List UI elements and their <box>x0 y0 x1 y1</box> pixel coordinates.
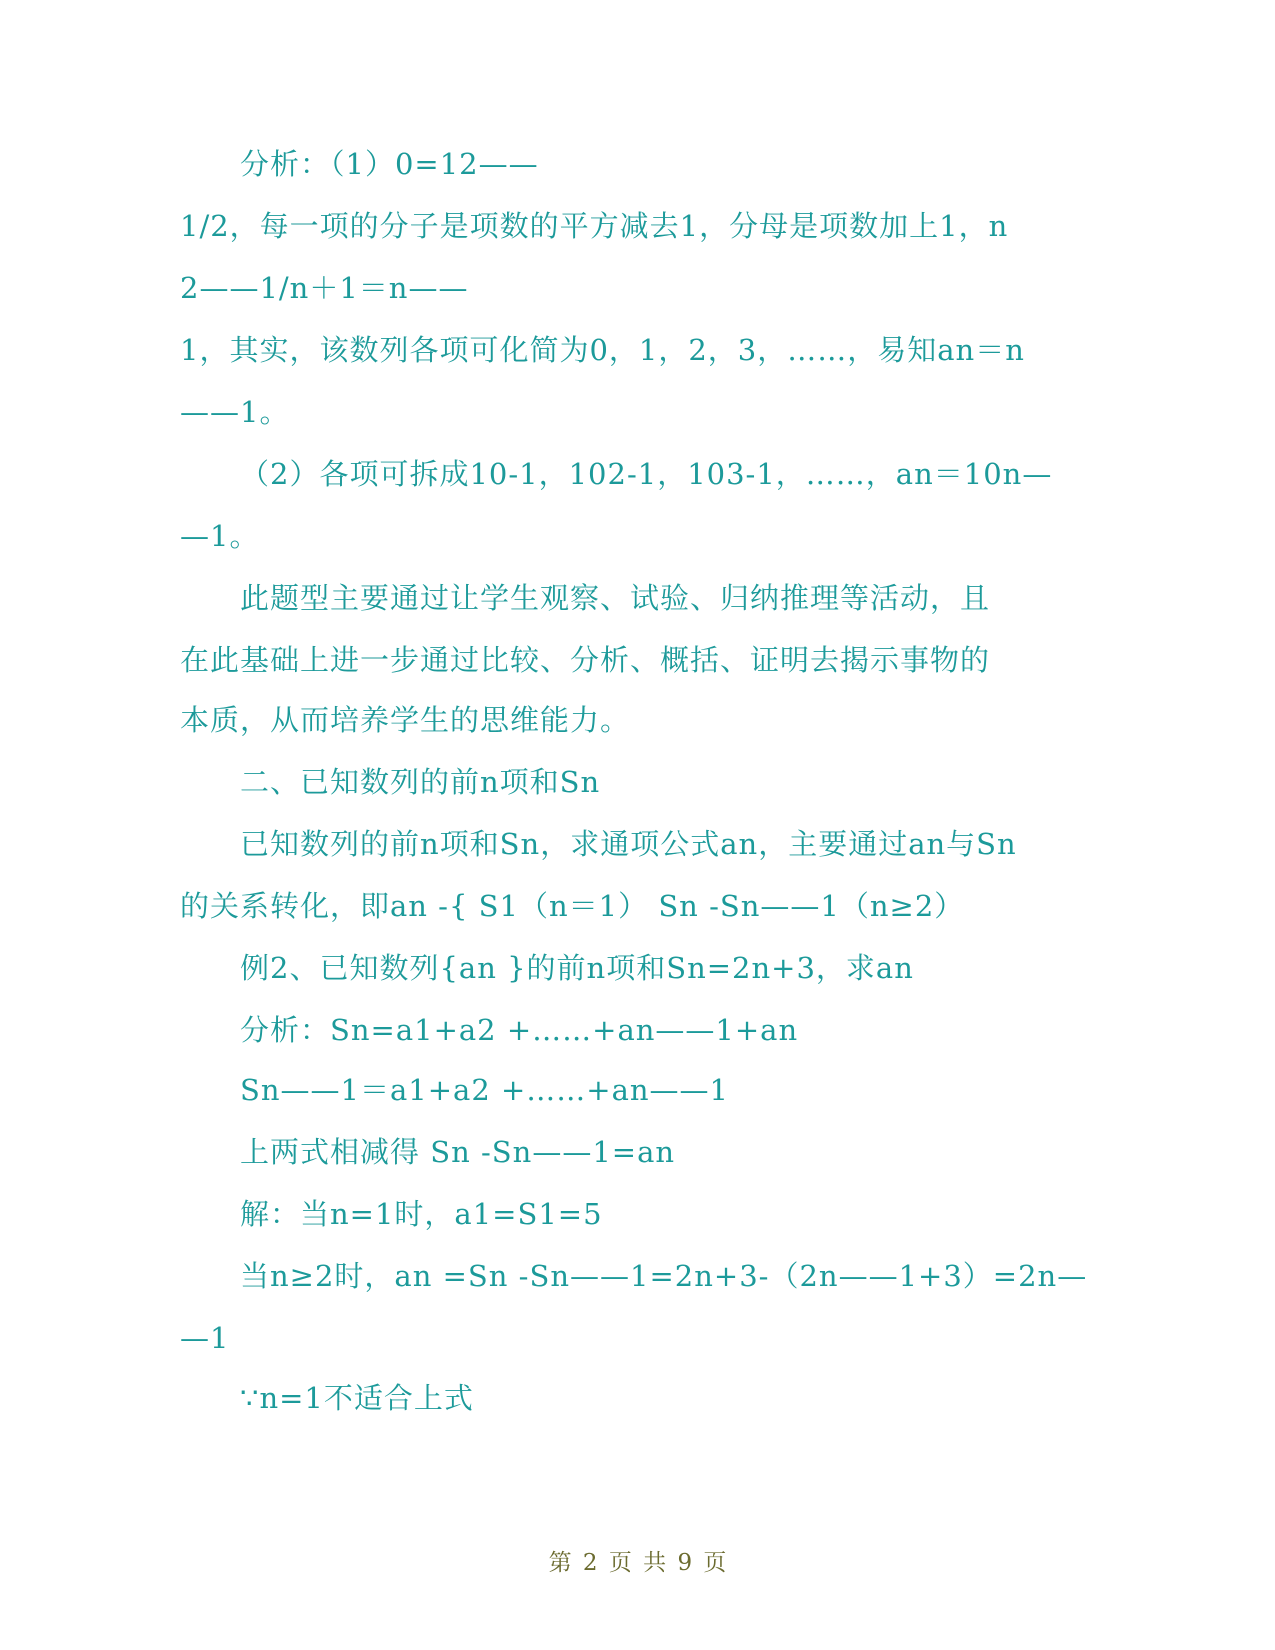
text-line: 的关系转化，即an -{ S1（n＝1） Sn -Sn——1（n≥2） <box>180 889 965 923</box>
text-line: 本质，从而培养学生的思维能力。 <box>180 703 631 737</box>
text-line: 1，其实，该数列各项可化简为0，1，2，3，……，易知an＝n <box>180 333 1025 367</box>
text-line: 分析：Sn=a1+a2 +……+an——1+an <box>240 1013 799 1047</box>
text-line: ∵n=1不适合上式 <box>240 1381 474 1415</box>
text-line: 1/2，每一项的分子是项数的平方减去1，分母是项数加上1，n <box>180 209 1009 243</box>
text-line: —1。 <box>180 519 260 553</box>
section-heading: 二、已知数列的前n项和Sn <box>240 765 601 799</box>
text-line: —1 <box>180 1321 230 1355</box>
text-line: 解：当n=1时，a1=S1=5 <box>240 1197 603 1231</box>
text-line: 2——1/n＋1＝n—— <box>180 271 469 305</box>
text-line: 此题型主要通过让学生观察、试验、归纳推理等活动，且 <box>240 581 991 615</box>
text-line: 在此基础上进一步通过比较、分析、概括、证明去揭示事物的 <box>180 643 991 677</box>
text-line: Sn——1＝a1+a2 +……+an——1 <box>240 1073 730 1107</box>
text-line: 分析：（1）0=12—— <box>240 147 539 181</box>
text-line: 例2、已知数列{an }的前n项和Sn=2n+3，求an <box>240 951 914 985</box>
text-line: 已知数列的前n项和Sn，求通项公式an，主要通过an与Sn <box>240 827 1017 861</box>
page-footer: 第 2 页 共 9 页 <box>548 1550 727 1576</box>
text-line: 当n≥2时，an =Sn -Sn——1=2n+3-（2n——1+3）=2n— <box>240 1259 1088 1293</box>
text-line: （2）各项可拆成10-1，102-1，103-1，……，an＝10n— <box>240 457 1053 491</box>
text-line: 上两式相减得 Sn -Sn——1=an <box>240 1135 676 1169</box>
text-line: ——1。 <box>180 395 290 429</box>
